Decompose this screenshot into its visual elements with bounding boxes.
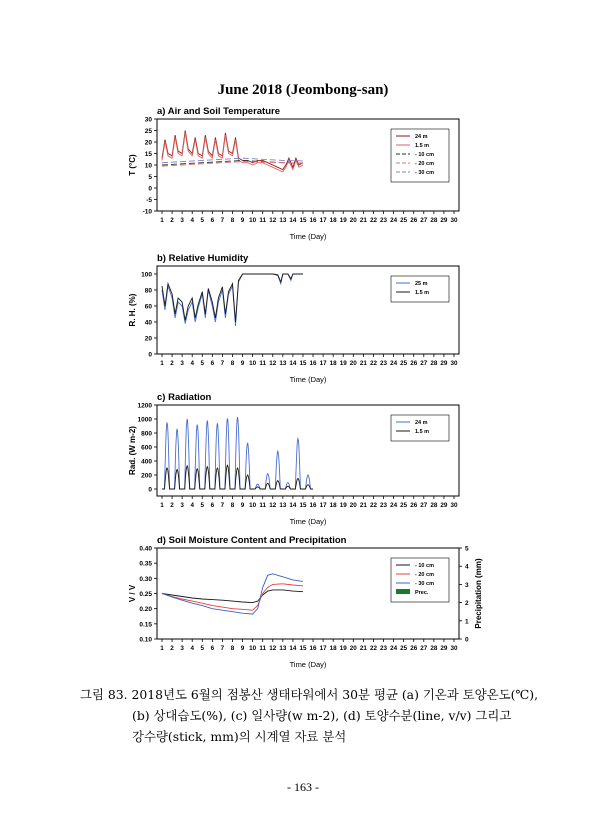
x-tick-label: 20 <box>349 645 357 652</box>
y2-axis-label: Precipitation (mm) <box>474 558 483 629</box>
y-tick-label: 0.30 <box>139 575 152 583</box>
page-number: - 163 - <box>287 780 319 794</box>
legend <box>391 415 449 441</box>
x-tick-label: 27 <box>420 502 428 509</box>
x-tick-label: 13 <box>279 217 287 224</box>
legend-label: - 10 cm <box>415 563 434 570</box>
x-tick-label: 6 <box>210 360 215 367</box>
x-tick-label: 16 <box>309 502 317 509</box>
y-tick-label: 15 <box>144 151 152 158</box>
y2-tick-label: 0 <box>465 636 469 644</box>
legend-label: - 10 cm <box>415 152 434 159</box>
x-tick-label: 1 <box>160 645 164 652</box>
x-tick-label: 27 <box>420 360 428 367</box>
x-tick-label: 22 <box>369 645 377 652</box>
y-tick-label: 0.20 <box>139 606 152 614</box>
x-tick-label: 24 <box>390 217 398 224</box>
x-tick-label: 9 <box>240 502 245 509</box>
x-tick-label: 12 <box>269 217 277 224</box>
x-tick-label: 15 <box>299 502 307 509</box>
x-tick-label: 11 <box>259 645 267 652</box>
y-tick-label: 0 <box>148 185 152 193</box>
x-tick-label: 2 <box>170 360 174 367</box>
x-tick-label: 13 <box>279 645 287 652</box>
x-tick-label: 20 <box>349 217 357 224</box>
x-tick-label: 3 <box>180 502 184 509</box>
y-tick-label: 200 <box>141 472 152 480</box>
x-tick-label: 28 <box>430 360 438 367</box>
y2-tick-label: 2 <box>465 600 469 608</box>
x-tick-label: 10 <box>249 217 257 224</box>
x-tick-label: 28 <box>430 217 438 224</box>
x-tick-label: 21 <box>359 217 367 224</box>
x-tick-label: 15 <box>299 645 307 652</box>
y-tick-label: 0 <box>148 351 152 359</box>
x-tick-label: 1 <box>160 360 164 367</box>
y-tick-label: 0.35 <box>139 560 152 568</box>
x-tick-label: 29 <box>440 217 448 224</box>
x-tick-label: 22 <box>369 217 377 224</box>
series-line--30-cm <box>162 158 303 163</box>
y-axis-label: R. H. (%) <box>128 293 137 327</box>
legend <box>391 129 449 182</box>
x-tick-label: 26 <box>410 502 418 509</box>
y-tick-label: -10 <box>142 208 152 216</box>
x-tick-label: 24 <box>390 645 398 652</box>
x-tick-label: 12 <box>269 502 277 509</box>
x-tick-label: 11 <box>259 502 267 509</box>
y-tick-label: 1200 <box>137 402 152 410</box>
x-tick-label: 19 <box>339 217 347 224</box>
x-tick-label: 14 <box>289 502 297 509</box>
y-tick-label: 40 <box>144 319 152 327</box>
x-tick-label: 19 <box>339 645 347 652</box>
y-tick-label: 0 <box>148 486 152 494</box>
legend-box <box>391 415 449 441</box>
x-tick-label: 17 <box>319 360 327 367</box>
y-tick-label: 20 <box>144 335 152 343</box>
x-tick-label: 14 <box>289 217 297 224</box>
x-tick-label: 20 <box>349 360 357 367</box>
x-tick-label: 12 <box>269 645 277 652</box>
y-tick-label: 20 <box>144 139 152 147</box>
panel-title: c) Radiation <box>157 392 212 403</box>
x-tick-label: 10 <box>249 502 257 509</box>
y-tick-label: 60 <box>144 303 152 311</box>
x-tick-label: 23 <box>380 217 388 224</box>
legend-box <box>391 276 449 302</box>
x-tick-label: 25 <box>400 360 408 367</box>
legend-label: - 30 cm <box>415 170 434 177</box>
x-tick-label: 30 <box>450 645 458 652</box>
x-tick-label: 3 <box>180 360 184 367</box>
x-tick-label: 6 <box>210 502 215 509</box>
legend-label: 1.5 m <box>415 143 430 150</box>
x-tick-label: 29 <box>440 645 448 652</box>
y2-tick-label: 1 <box>465 618 469 626</box>
x-tick-label: 30 <box>450 360 458 367</box>
y-tick-label: 0.40 <box>139 545 152 553</box>
y-axis-label: Rad. (W m-2) <box>128 426 137 475</box>
chart-panel-d <box>128 535 483 669</box>
x-tick-label: 9 <box>240 645 245 652</box>
y-tick-label: 600 <box>141 444 152 452</box>
chart-panel-b <box>128 253 459 384</box>
x-tick-label: 4 <box>190 217 194 224</box>
caption-line-2: (b) 상대습도(%), (c) 일사량(w m-2), (d) 토양수분(line, v/v) 그리고 <box>132 708 512 723</box>
x-tick-label: 26 <box>410 217 418 224</box>
x-tick-label: 29 <box>440 502 448 509</box>
x-tick-label: 8 <box>230 645 235 652</box>
legend-label: 24 m <box>415 420 428 427</box>
x-tick-label: 9 <box>240 360 245 367</box>
legend-label: 1.5 m <box>415 290 430 297</box>
x-tick-label: 26 <box>410 360 418 367</box>
x-tick-label: 1 <box>160 217 164 224</box>
x-tick-label: 27 <box>420 217 428 224</box>
x-tick-label: 23 <box>380 645 388 652</box>
x-tick-label: 18 <box>329 645 337 652</box>
y-axis-label: T (°C) <box>128 154 137 176</box>
x-tick-label: 2 <box>170 645 174 652</box>
y-tick-label: 10 <box>144 162 152 170</box>
x-tick-label: 8 <box>230 502 235 509</box>
panel-title: d) Soil Moisture Content and Precipitation <box>157 535 347 546</box>
panel-title: a) Air and Soil Temperature <box>157 106 280 117</box>
x-tick-label: 8 <box>230 217 235 224</box>
panel-title: b) Relative Humidity <box>157 253 249 264</box>
chart-panel-c <box>128 392 459 526</box>
x-tick-label: 20 <box>349 502 357 509</box>
x-tick-label: 15 <box>299 360 307 367</box>
x-axis-label: Time (Day) <box>289 660 327 669</box>
x-tick-label: 12 <box>269 360 277 367</box>
series-line-1-5-m <box>162 274 303 322</box>
x-tick-label: 17 <box>319 502 327 509</box>
x-tick-label: 4 <box>190 360 194 367</box>
legend <box>391 276 449 302</box>
legend-label: - 20 cm <box>415 572 434 579</box>
x-tick-label: 13 <box>279 502 287 509</box>
caption-line-3: 강수량(stick, mm)의 시계열 자료 분석 <box>132 729 347 744</box>
x-tick-label: 21 <box>359 502 367 509</box>
x-tick-label: 27 <box>420 645 428 652</box>
x-tick-label: 2 <box>170 502 174 509</box>
x-tick-label: 7 <box>220 645 225 652</box>
x-tick-label: 16 <box>309 645 317 652</box>
figure-caption <box>80 684 550 747</box>
x-tick-label: 15 <box>299 217 307 224</box>
x-axis-label: Time (Day) <box>289 375 327 384</box>
x-tick-label: 19 <box>339 360 347 367</box>
y2-tick-label: 3 <box>465 581 469 589</box>
x-tick-label: 1 <box>160 502 164 509</box>
x-tick-label: 8 <box>230 360 235 367</box>
x-tick-label: 3 <box>180 645 184 652</box>
x-tick-label: 6 <box>210 217 215 224</box>
x-tick-label: 30 <box>450 502 458 509</box>
legend <box>391 558 449 602</box>
x-tick-label: 16 <box>309 360 317 367</box>
x-tick-label: 21 <box>359 645 367 652</box>
x-tick-label: 5 <box>200 217 205 224</box>
x-tick-label: 28 <box>430 502 438 509</box>
x-tick-label: 9 <box>240 217 245 224</box>
x-tick-label: 7 <box>220 360 225 367</box>
x-tick-label: 7 <box>220 217 225 224</box>
x-tick-label: 18 <box>329 360 337 367</box>
y-tick-label: 30 <box>144 116 152 124</box>
x-tick-label: 30 <box>450 217 458 224</box>
x-tick-label: 11 <box>259 217 267 224</box>
y-tick-label: 0.15 <box>139 621 152 629</box>
y-tick-label: 0.25 <box>139 591 152 598</box>
chart-panel-a <box>128 106 459 241</box>
x-tick-label: 29 <box>440 360 448 367</box>
x-tick-label: 17 <box>319 645 327 652</box>
y-tick-label: 80 <box>144 287 152 295</box>
x-tick-label: 11 <box>259 360 267 367</box>
x-tick-label: 17 <box>319 217 327 224</box>
x-tick-label: 18 <box>329 502 337 509</box>
x-axis-label: Time (Day) <box>289 232 327 241</box>
x-tick-label: 25 <box>400 645 408 652</box>
series-line-25-m <box>162 274 303 326</box>
x-tick-label: 3 <box>180 217 184 224</box>
y-tick-label: 400 <box>141 458 152 466</box>
x-tick-label: 19 <box>339 502 347 509</box>
y-tick-label: 100 <box>141 271 152 279</box>
x-tick-label: 25 <box>400 502 408 509</box>
x-tick-label: 10 <box>249 645 257 652</box>
y-tick-label: 0.10 <box>139 636 152 644</box>
caption-line-1: 그림 83. 2018년도 6월의 점봉산 생태타워에서 30분 평균 (a) 기온과 토양온도(℃), <box>80 687 539 702</box>
figure-title: June 2018 (Jeombong-san) <box>217 82 389 98</box>
legend-label: 1.5 m <box>415 429 430 436</box>
x-tick-label: 14 <box>289 360 297 367</box>
x-tick-label: 23 <box>380 502 388 509</box>
y-axis-label: V / V <box>128 584 137 603</box>
y2-tick-label: 4 <box>465 563 469 571</box>
x-tick-label: 7 <box>220 502 225 509</box>
legend-swatch <box>396 589 410 594</box>
y-tick-label: 5 <box>148 174 152 181</box>
legend-label: 25 m <box>415 281 428 288</box>
legend-label: Prec. <box>415 590 429 597</box>
legend-label: 24 m <box>415 134 428 141</box>
x-tick-label: 26 <box>410 645 418 652</box>
y-tick-label: -5 <box>146 197 152 204</box>
x-tick-label: 28 <box>430 645 438 652</box>
x-tick-label: 14 <box>289 645 297 652</box>
series-line--30-cm <box>162 574 303 614</box>
x-tick-label: 5 <box>200 645 205 652</box>
y-tick-label: 25 <box>144 128 152 135</box>
x-tick-label: 22 <box>369 360 377 367</box>
x-axis-label: Time (Day) <box>289 517 327 526</box>
legend-label: - 20 cm <box>415 161 434 168</box>
x-tick-label: 5 <box>200 360 205 367</box>
x-tick-label: 25 <box>400 217 408 224</box>
x-tick-label: 21 <box>359 360 367 367</box>
x-tick-label: 23 <box>380 360 388 367</box>
x-tick-label: 4 <box>190 645 194 652</box>
x-tick-label: 22 <box>369 502 377 509</box>
x-tick-label: 16 <box>309 217 317 224</box>
x-tick-label: 5 <box>200 502 205 509</box>
x-tick-label: 6 <box>210 645 215 652</box>
x-tick-label: 4 <box>190 502 194 509</box>
x-tick-label: 24 <box>390 360 398 367</box>
x-tick-label: 2 <box>170 217 174 224</box>
x-tick-label: 10 <box>249 360 257 367</box>
y2-tick-label: 5 <box>465 545 469 553</box>
x-tick-label: 13 <box>279 360 287 367</box>
y-tick-label: 1000 <box>137 416 152 424</box>
legend-label: - 30 cm <box>415 581 434 588</box>
x-tick-label: 24 <box>390 502 398 509</box>
y-tick-label: 800 <box>141 430 152 438</box>
x-tick-label: 18 <box>329 217 337 224</box>
series-line-24-m <box>162 417 313 489</box>
